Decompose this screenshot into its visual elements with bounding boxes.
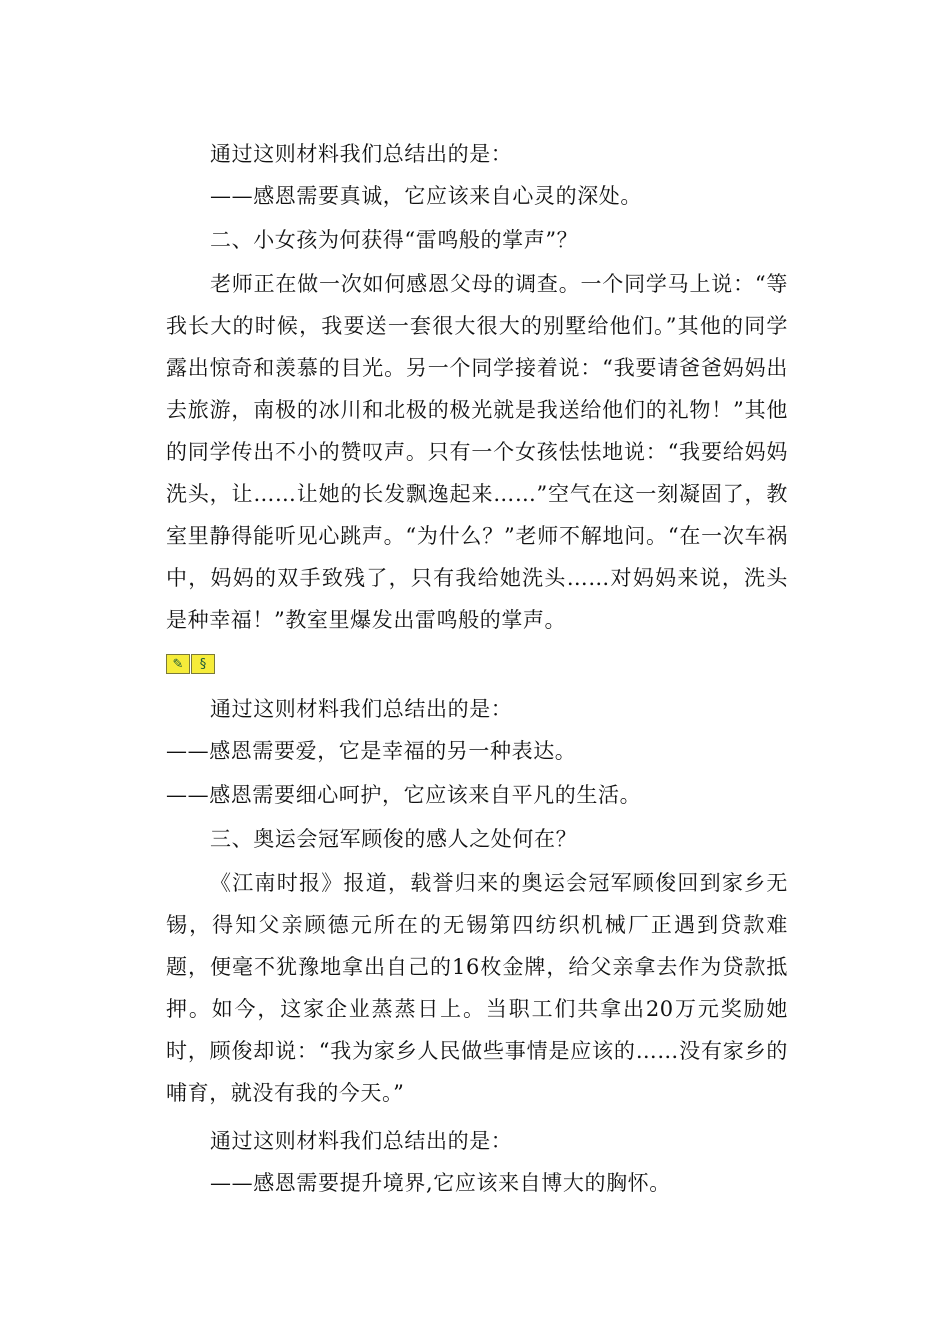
conclusion-care: ——感恩需要细心呵护，它应该来自平凡的生活。 [166, 783, 642, 807]
section-2-story: 老师正在做一次如何感恩父母的调查。一个同学马上说：“等我长大的时候，我要送一套很大很大的别墅给他们。”其他的同学露出惊奇和羡慕的目光。另一个同学接着说：“我要请爸爸妈妈出去旅游，南极的冰川和北极的极光就是我送给他们的礼物！”其他的同学传出不小的赞叹声。只有一个女孩怯怯地说：“我要给妈妈洗头，让……让她的长发飘逸起来……”空气在这一刻凝固了，教室里静得能听见心跳声。“为什么？”老师不解地问。“在一次车祸中，妈妈的双手致残了，只有我给她洗头……对妈妈来说，洗头是种幸福！”教室里爆发出雷鸣般的掌声。 [166, 272, 788, 632]
summary-intro-1: 通过这则材料我们总结出的是： [210, 142, 513, 166]
section-3-heading: 三、奥运会冠军顾俊的感人之处何在？ [210, 827, 578, 851]
inline-icon-bar [166, 654, 215, 674]
conclusion-broad-mind: ——感恩需要提升境界,它应该来自博大的胸怀。 [210, 1171, 671, 1195]
edit-icon[interactable]: ✎ [166, 654, 190, 674]
conclusion-love: ——感恩需要爱，它是幸福的另一种表达。 [166, 739, 577, 763]
conclusion-sincerity: ——感恩需要真诚，它应该来自心灵的深处。 [210, 184, 642, 208]
summary-intro-2: 通过这则材料我们总结出的是： [210, 697, 513, 721]
section-2-heading: 二、小女孩为何获得“雷鸣般的掌声”？ [210, 228, 579, 252]
link-icon[interactable]: § [191, 654, 215, 674]
summary-intro-3: 通过这则材料我们总结出的是： [210, 1129, 513, 1153]
section-3-story: 《江南时报》报道，载誉归来的奥运会冠军顾俊回到家乡无锡，得知父亲顾德元所在的无锡第四纺织机械厂正遇到贷款难题，便毫不犹豫地拿出自己的16枚金牌，给父亲拿去作为贷款抵押。如今，这家企业蒸蒸日上。当职工们共拿出20万元奖励她时，顾俊却说：“我为家乡人民做些事情是应该的……没有家乡的哺育，就没有我的今天。” [166, 871, 788, 1105]
